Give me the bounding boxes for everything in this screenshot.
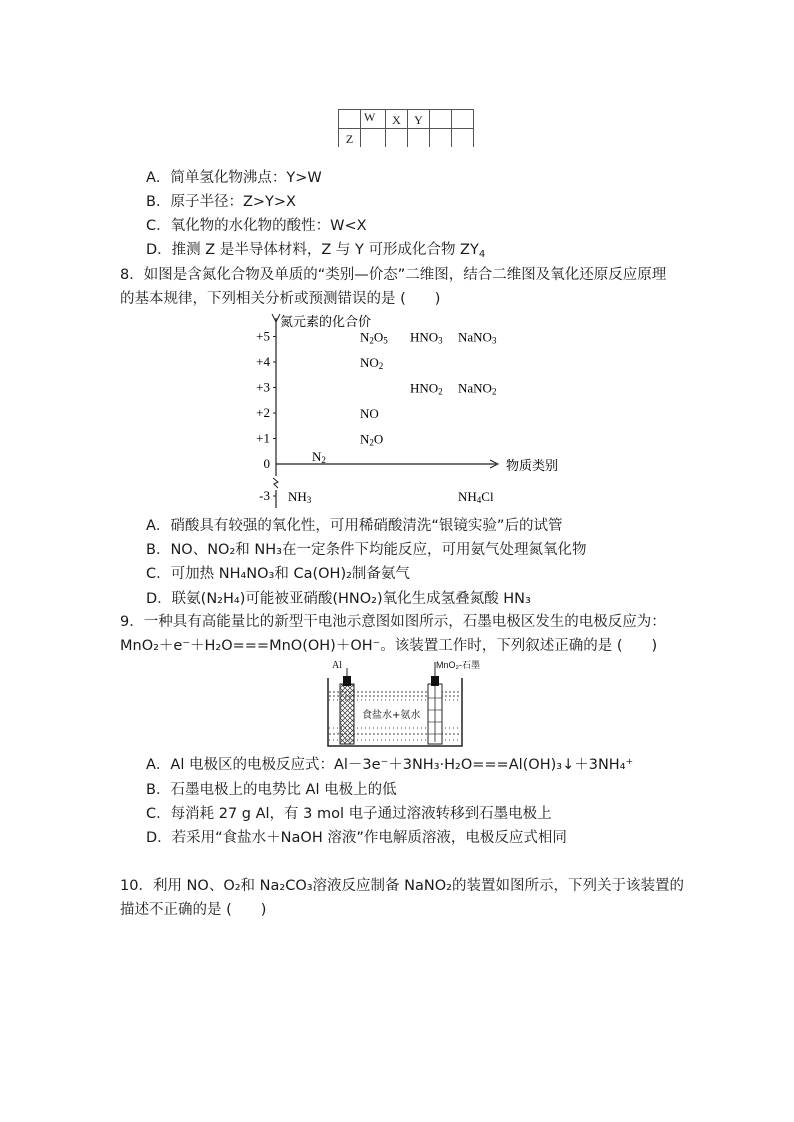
x-axis-label: 物质类别: [506, 458, 559, 473]
q9-stem-line2: MnO₂＋e⁻＋H₂O===MnO(OH)＋OH⁻。该装置工作时，下列叙述正确的是 ( ): [120, 638, 658, 654]
table-cell: Z: [339, 129, 361, 148]
q7-option-b: B．原子半径：Z>Y>X: [146, 194, 296, 210]
periodic-table-fragment: [338, 109, 474, 147]
q8-stem-line2: 的基本规律，下列相关分析或预测错误的是 ( ): [120, 291, 441, 307]
chart-point-label: NaNO3: [458, 329, 497, 346]
y-tick-label: +5: [256, 328, 270, 344]
axis-break: [273, 478, 278, 488]
q8-option-c: C．可加热 NH₄NO₃和 Ca(OH)₂制备氨气: [146, 566, 410, 582]
chart-point-label: NH4Cl: [458, 489, 494, 506]
chart-ticks: [256, 329, 276, 504]
q9-option-c: C．每消耗 27 g Al，有 3 mol 电子通过溶液转移到石墨电极上: [146, 806, 552, 822]
table-cell: X: [386, 110, 408, 129]
q9-option-d: D．若采用“食盐水＋NaOH 溶液”作电解质溶液，电极反应式相同: [146, 830, 567, 846]
chart-point-label: N2: [312, 449, 326, 466]
chart-point-label: N2O5: [360, 329, 388, 346]
y-tick-label: +2: [256, 405, 270, 420]
table-cell: [430, 129, 452, 148]
table-cell: Y: [408, 110, 430, 129]
chart-points: [288, 330, 497, 506]
y-tick-label: +4: [256, 354, 270, 369]
q7-option-d: D．推测 Z 是半导体材料，Z 与 Y 可形成化合物 $ZY_4$: [146, 242, 486, 260]
table-cell: [452, 110, 474, 129]
graphite-terminal: [431, 676, 439, 686]
chart-point-label: HNO2: [410, 380, 443, 397]
q10-stem-line2: 描述不正确的是 ( ): [120, 902, 267, 918]
table-cell: [452, 129, 474, 148]
battery-diagram: [320, 658, 480, 750]
q7-option-c: C．氧化物的水化物的酸性：W<X: [146, 218, 367, 234]
chart-point-label: NO: [360, 406, 379, 421]
table-cell: W: [361, 110, 386, 129]
y-tick-label: 0: [263, 456, 270, 471]
q10-stem-line1: 10．利用 NO、O₂和 Na₂CO₃溶液反应制备 NaNO₂的装置如图所示，下列关于该装置的: [120, 878, 684, 894]
al-label: Al: [332, 660, 342, 671]
graphite-label: MnO₂-石墨: [436, 660, 480, 670]
al-electrode: [340, 684, 354, 744]
table-cell: [339, 110, 361, 129]
q8-option-a: A．硝酸具有较强的氧化性，可用稀硝酸清洗“银镜实验”后的试管: [146, 518, 563, 534]
y-tick-label: -3: [259, 488, 270, 503]
q8-option-d: D．联氨(N₂H₄)可能被亚硝酸(HNO₂)氧化生成氢叠氮酸 HN₃: [146, 591, 531, 607]
q7-option-a: A．简单氢化物沸点：Y>W: [146, 170, 322, 186]
al-terminal: [343, 676, 351, 686]
nitrogen-valence-chart: [250, 312, 559, 512]
chart-point-label: NO2: [360, 355, 384, 372]
table-cell: [386, 129, 408, 148]
y-tick-label: +1: [256, 430, 270, 446]
chart-point-label: NH3: [288, 489, 312, 506]
table-cell: [408, 129, 430, 148]
table-cell: [361, 129, 386, 148]
table-cell: [430, 110, 452, 129]
chart-point-label: NaNO2: [458, 380, 497, 397]
q9-option-a: A．Al 电极区的电极反应式：Al－3e⁻＋3NH₃·H₂O===Al(OH)₃↓＋3NH₄⁺: [146, 757, 634, 773]
electrolyte-label: 食盐水+氨水: [362, 710, 421, 721]
chart-point-label: HNO3: [410, 329, 443, 346]
chart-point-label: N2O: [360, 431, 384, 448]
q9-stem-line1: 9．一种具有高能量比的新型干电池示意图如图所示，石墨电极区发生的电极反应为：: [120, 614, 666, 630]
y-axis-label: 氮元素的化合价: [280, 314, 372, 329]
y-tick-label: +3: [256, 379, 270, 395]
q8-option-b: B．NO、NO₂和 NH₃在一定条件下均能反应，可用氨气处理氮氧化物: [146, 542, 587, 558]
q8-stem-line1: 8．如图是含氮化合物及单质的“类别—价态”二维图，结合二维图及氧化还原反应原理: [120, 267, 667, 283]
q9-option-b: B．石墨电极上的电势比 Al 电极上的低: [146, 782, 397, 798]
